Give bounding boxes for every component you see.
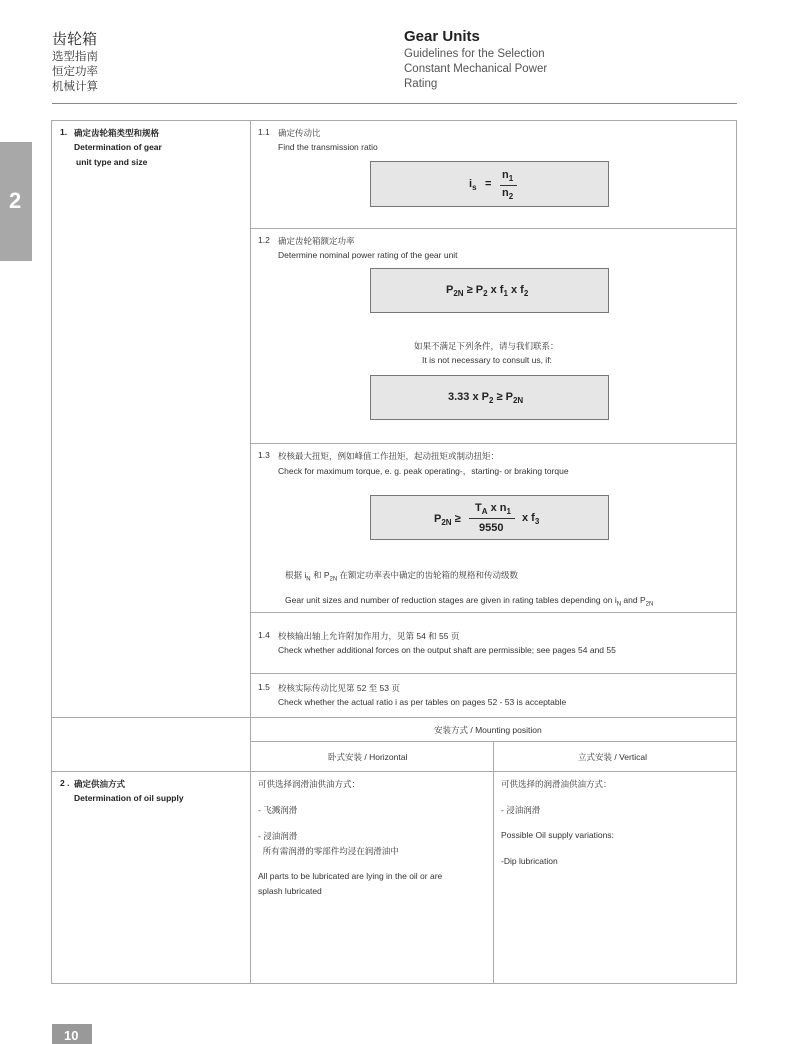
row-divider <box>51 717 737 718</box>
step-cn-text: 确定传动比 <box>278 128 321 138</box>
ratio-formula-box <box>370 161 609 207</box>
column-divider <box>493 741 494 984</box>
horizontal-oil-text: All parts to be lubricated are lying in the oil or are <box>258 871 443 881</box>
horizontal-oil-text: splash lubricated <box>258 886 322 896</box>
step-number: 1.2 <box>258 235 270 245</box>
formula-numerator: $n_1$ <box>502 169 514 184</box>
header-rule <box>52 103 737 104</box>
header-en-line: Constant Mechanical Power <box>404 63 548 75</box>
consult-formula-box <box>370 375 609 420</box>
horizontal-oil-text: - 浸油润滑 <box>258 831 298 841</box>
torque-formula-numerator: $T_A$ x $n_1$ <box>475 502 511 517</box>
header-cn-line: 选型指南 <box>52 51 98 63</box>
step-number: 1.3 <box>258 450 270 460</box>
consult-note-en: It is not necessary to consult us, if: <box>422 355 552 365</box>
step-en-text: Find the transmission ratio <box>278 142 378 152</box>
fraction-bar <box>500 185 517 186</box>
power-formula: $P_{2N} \ge P_2$ x $f_1$ x $f_2$ <box>446 284 529 299</box>
section2-number: 2 . <box>60 778 70 788</box>
page-number-tab <box>52 1024 92 1044</box>
mounting-vertical-header: 立式安装 / Vertical <box>578 752 647 762</box>
section2-cn-title: 确定供油方式 <box>74 779 126 789</box>
formula-lhs: $i_s$ <box>469 178 477 193</box>
torque-formula-lhs: $P_{2N}$ ≥ <box>434 513 461 528</box>
formula-equals: = <box>485 178 492 190</box>
step-en-text: Check whether additional forces on the output shaft are permissible; see pages 54 and 55 <box>278 645 616 655</box>
formula-denominator: $n_2$ <box>502 187 514 202</box>
step-number: 1.1 <box>258 127 270 137</box>
row-divider <box>250 228 737 229</box>
torque-formula-tail: x $f_3$ <box>522 512 540 527</box>
rating-table-note-en: Gear unit sizes and number of reduction stages are given in rating tables depending on $i_N$ and $P_{2N}$ <box>285 595 654 608</box>
torque-formula-denominator: 9550 <box>479 522 504 534</box>
vertical-oil-text: -Dip lubrication <box>501 856 558 866</box>
section1-en-title: unit type and size <box>76 157 148 167</box>
mounting-position-title: 安装方式 / Mounting position <box>434 725 542 735</box>
chapter-number: 2 <box>9 188 22 213</box>
row-divider <box>250 673 737 674</box>
step-en-text: Check whether the actual ratio i as per tables on pages 52 - 53 is acceptable <box>278 697 567 707</box>
horizontal-oil-text: 所有需润滑的零部件均浸在润滑油中 <box>258 846 399 856</box>
header-en-title: Gear Units <box>404 28 480 45</box>
step-number: 1.5 <box>258 682 270 692</box>
chapter-tab <box>0 142 32 261</box>
row-divider <box>250 612 737 613</box>
page-number: 10 <box>64 1028 79 1043</box>
consult-formula: 3.33 x $P_2 \ge P_{2N}$ <box>448 391 524 406</box>
step-cn-text: 校核输出轴上允许附加作用力，见第 54 和 55 页 <box>278 631 460 641</box>
row-divider <box>51 771 737 772</box>
section2-en-title: Determination of oil supply <box>74 793 184 803</box>
step-cn-text: 校核最大扭矩，例如峰值工作扭矩，起动扭矩或制动扭矩： <box>278 451 500 461</box>
row-divider <box>250 443 737 444</box>
power-formula-box <box>370 268 609 313</box>
section1-cn-title: 确定齿轮箱类型和规格 <box>74 128 160 138</box>
section1-number: 1. <box>60 127 68 137</box>
section1-en-title: Determination of gear <box>74 142 162 152</box>
header-cn-title: 齿轮箱 <box>52 31 98 48</box>
vertical-oil-text: - 浸油润滑 <box>501 805 541 815</box>
rating-table-note-cn: 根据 $i_N$ 和 $P_{2N}$ 在额定功率表中确定的齿轮箱的规格和传动级数 <box>285 570 519 583</box>
header-cn-line: 恒定功率 <box>52 66 98 78</box>
step-number: 1.4 <box>258 630 270 640</box>
step-cn-text: 校核实际传动比见第 52 至 53 页 <box>278 683 400 693</box>
mounting-horizontal-header: 卧式安装 / Horizontal <box>328 752 408 762</box>
step-en-text: Determine nominal power rating of the gear unit <box>278 250 458 260</box>
horizontal-oil-text: - 飞溅润滑 <box>258 805 298 815</box>
horizontal-oil-text: 可供选择润滑油供油方式： <box>258 779 361 789</box>
step-cn-text: 确定齿轮箱额定功率 <box>278 236 355 246</box>
header-en-line: Guidelines for the Selection <box>404 48 545 60</box>
header-cn-line: 机械计算 <box>52 81 98 93</box>
fraction-bar <box>469 518 515 519</box>
torque-formula-box <box>370 495 609 540</box>
vertical-oil-text: Possible Oil supply variations: <box>501 830 614 840</box>
vertical-oil-text: 可供选择的润滑油供油方式： <box>501 779 612 789</box>
header-en-line: Rating <box>404 78 438 90</box>
step-en-text: Check for maximum torque, e. g. peak operating-，starting- or braking torque <box>278 466 569 476</box>
column-divider <box>250 120 251 984</box>
consult-note-cn: 如果不满足下列条件，请与我们联系： <box>414 341 559 351</box>
